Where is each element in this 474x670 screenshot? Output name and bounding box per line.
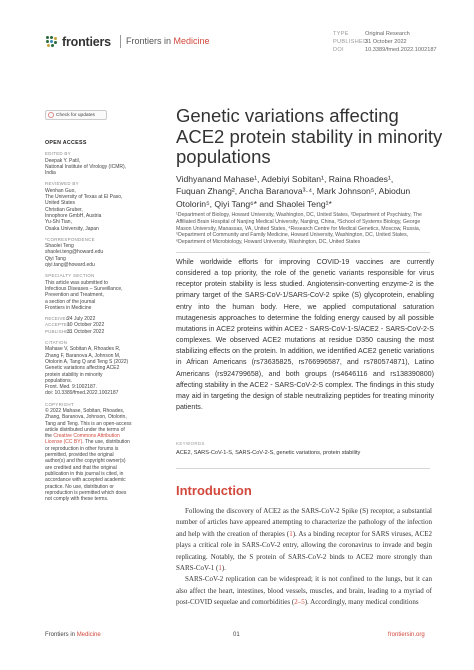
license-link[interactable]: Creative Commons Attribution License (CC BY) <box>45 433 120 446</box>
correspondence-text[interactable]: Shaolei Teng shaolei.teng@howard.edu Qiyi Tang qiyi.tang@howard.edu <box>45 243 104 269</box>
specialty-label: SPECIALTY SECTION <box>45 273 95 279</box>
reviewed-by-label: REVIEWED BY <box>45 181 79 187</box>
keywords-label: KEYWORDS <box>176 441 205 446</box>
update-check-icon <box>48 112 54 118</box>
reference-link[interactable]: 1 <box>218 564 222 573</box>
page-number: 01 <box>233 632 240 638</box>
check-for-updates-label: Check for updates <box>56 112 95 118</box>
author-list: Vidhyanand Mahase¹, Adebiyi Sobitan¹, Raina Rhoades¹, Fuquan Zhang², Ancha Baranova³·⁴, Mark Johnson⁵, Abiodun Otolorin⁵, Qiyi Tang⁶* and Shaolei Teng¹* <box>176 174 411 209</box>
frontiers-dots-icon <box>46 36 58 48</box>
divider <box>176 252 430 253</box>
copyright-text: © 2022 Mahase, Sobitan, Rhoades, Zhang, Baranova, Johnson, Otolorin, Tang and Teng. This is an open-access article distributed under the terms of the Creative Commons Attribution License (CC BY). The use, distribution or reproduction in other forums is permitted, provided the original author(s) and the copyright owner(s) are credited and that the original publication in this journal is cited, in accordance with accepted academic practice. No use, distribution or reproduction is permitted which does not comply with these terms. <box>45 407 132 503</box>
paragraph: SARS-CoV-2 replication can be widespread; it is not confined to the lungs, but it can also affect the heart, intestines, blood vessels, muscles, and brain, leading to a myriad of post-COVID sequelae and comorbidities (2–5). Accordingly, many medical conditions <box>176 575 432 607</box>
meta-doi-row: DOI 10.3389/fmed.2022.1002187 <box>333 47 437 53</box>
open-access-label: OPEN ACCESS <box>45 140 87 146</box>
specialty-text: This article was submitted to Infectious Diseases – Surveillance, Prevention and Treatment, a section of the journal Frontiers in Medicine <box>45 279 123 311</box>
frontiers-logo[interactable] <box>46 35 111 49</box>
keywords: ACE2, SARS-CoV-1-S, SARS-CoV-2-S, genetic variations, protein stability <box>176 450 361 456</box>
section-heading-introduction: Introduction <box>176 483 252 498</box>
citation-text: Mahase V, Sobitan A, Rhoades R, Zhang F, Baranova A, Johnson M, Otolorin A, Tang Q and Teng S (2022) Genetic variations affecting ACE2 protein stability in minority populations. Front. Med. 9:1002187. doi: 10.3389/fmed.2022.1002187 <box>45 346 129 397</box>
reviewed-by-text: Wenhan Guo, The University of Texas at El Paso, United States Christian Gruber, Innophore GmbH, Austria Yu-Shi Tian, Osaka University, Japan <box>45 187 123 232</box>
article-title: Genetic variations affecting ACE2 protein stability in minority populations <box>176 105 443 167</box>
published-date: PUBLISHED 31 October 2022 <box>45 328 105 335</box>
accepted-date: ACCEPTED 10 October 2022 <box>45 322 105 329</box>
article-meta <box>333 30 437 54</box>
journal-prefix: Frontiers in <box>126 36 172 46</box>
abstract: While worldwide efforts for improving COVID-19 vaccines are currently considered a top priority, the role of the genetic variants responsible for virus receptor protein stability is less studied. Angiotensin-converting enzyme-2 is the primary target of the SARS-CoV-1/SARS-CoV-2 spike (S) glycoprotein, enabling entry into the human body. Here, we applied computational saturation mutagenesis approaches to determine the folding energy caused by all possible mutations in ACE2 proteins within ACE2 - SARS-CoV-1-S/ACE2 - SARS-CoV-2-S complexes. We observed ACE2 mutations at residue D350 causing the most stabilizing effects on the protein. In addition, we identified ACE2 genetic variations in African Americans (rs73635825, rs766996587, and rs780574871), Latino Americans (rs924799658), and both groups (rs4646116 and rs138390800) affecting stability in the ACE2 - SARS-CoV-2-S complex. The findings in this study may aid in targeting the design of stable neutralizing peptides for treating minority patients. <box>176 258 434 412</box>
article-info-sidebar <box>45 140 145 502</box>
received-date: RECEIVED 24 July 2022 <box>45 316 96 323</box>
meta-type-row: TYPE Original Research <box>333 31 410 37</box>
copyright-label: COPYRIGHT <box>45 401 74 407</box>
edited-by-text: Deepak Y. Patil, National Institute of Virology (ICMR), India <box>45 157 127 177</box>
edited-by-label: EDITED BY <box>45 151 71 157</box>
correspondence-label: *CORRESPONDENCE <box>45 236 95 242</box>
paragraph: Following the discovery of ACE2 as the SARS-CoV-2 Spike (S) receptor, a substantial number of articles have appeared attempting to characterize the pathology of the infection and help with the creation of therapies (1). As a binding receptor for SARS viruses, ACE2 plays a critical role in SARS-CoV-2 entry, allowing the coronavirus to invade and begin replicating. Notably, the S protein of SARS-CoV-2 binds to ACE2 more strongly than SARS-CoV-1 (1). <box>176 507 433 573</box>
divider <box>176 468 430 469</box>
reference-link[interactable]: 1 <box>289 529 293 538</box>
affiliations: ¹Department of Biology, Howard University, Washington, DC, United States, ²Department of Psychiatry, The Affiliated Brain Hospital of Nanjing Medical University, Nanjing, China, ³School of Systems Biology, George Mason University, Manassas, VA, United States, ⁴Research Centre for Medical Genetics, Moscow, Russia, ⁵Department of Community and Family Medicine, Howard University, Washington, DC, United States, ⁶Department of Microbiology, Howard University, Washington, DC, United States <box>176 212 422 246</box>
journal-title: Medicine <box>173 36 210 46</box>
footer-journal[interactable]: Frontiers in Medicine <box>45 632 101 638</box>
journal-name[interactable] <box>126 36 210 46</box>
header-divider <box>120 35 121 48</box>
reference-link[interactable]: 2–5 <box>294 598 305 607</box>
meta-published-row: PUBLISHED31 October 2022 <box>333 39 407 45</box>
date-list <box>45 316 145 335</box>
check-for-updates-button[interactable] <box>45 110 107 120</box>
citation-label: CITATION <box>45 340 68 346</box>
logo-text: frontiers <box>62 35 111 49</box>
introduction-body <box>176 506 432 609</box>
footer-site-link[interactable]: frontiersin.org <box>388 632 425 638</box>
